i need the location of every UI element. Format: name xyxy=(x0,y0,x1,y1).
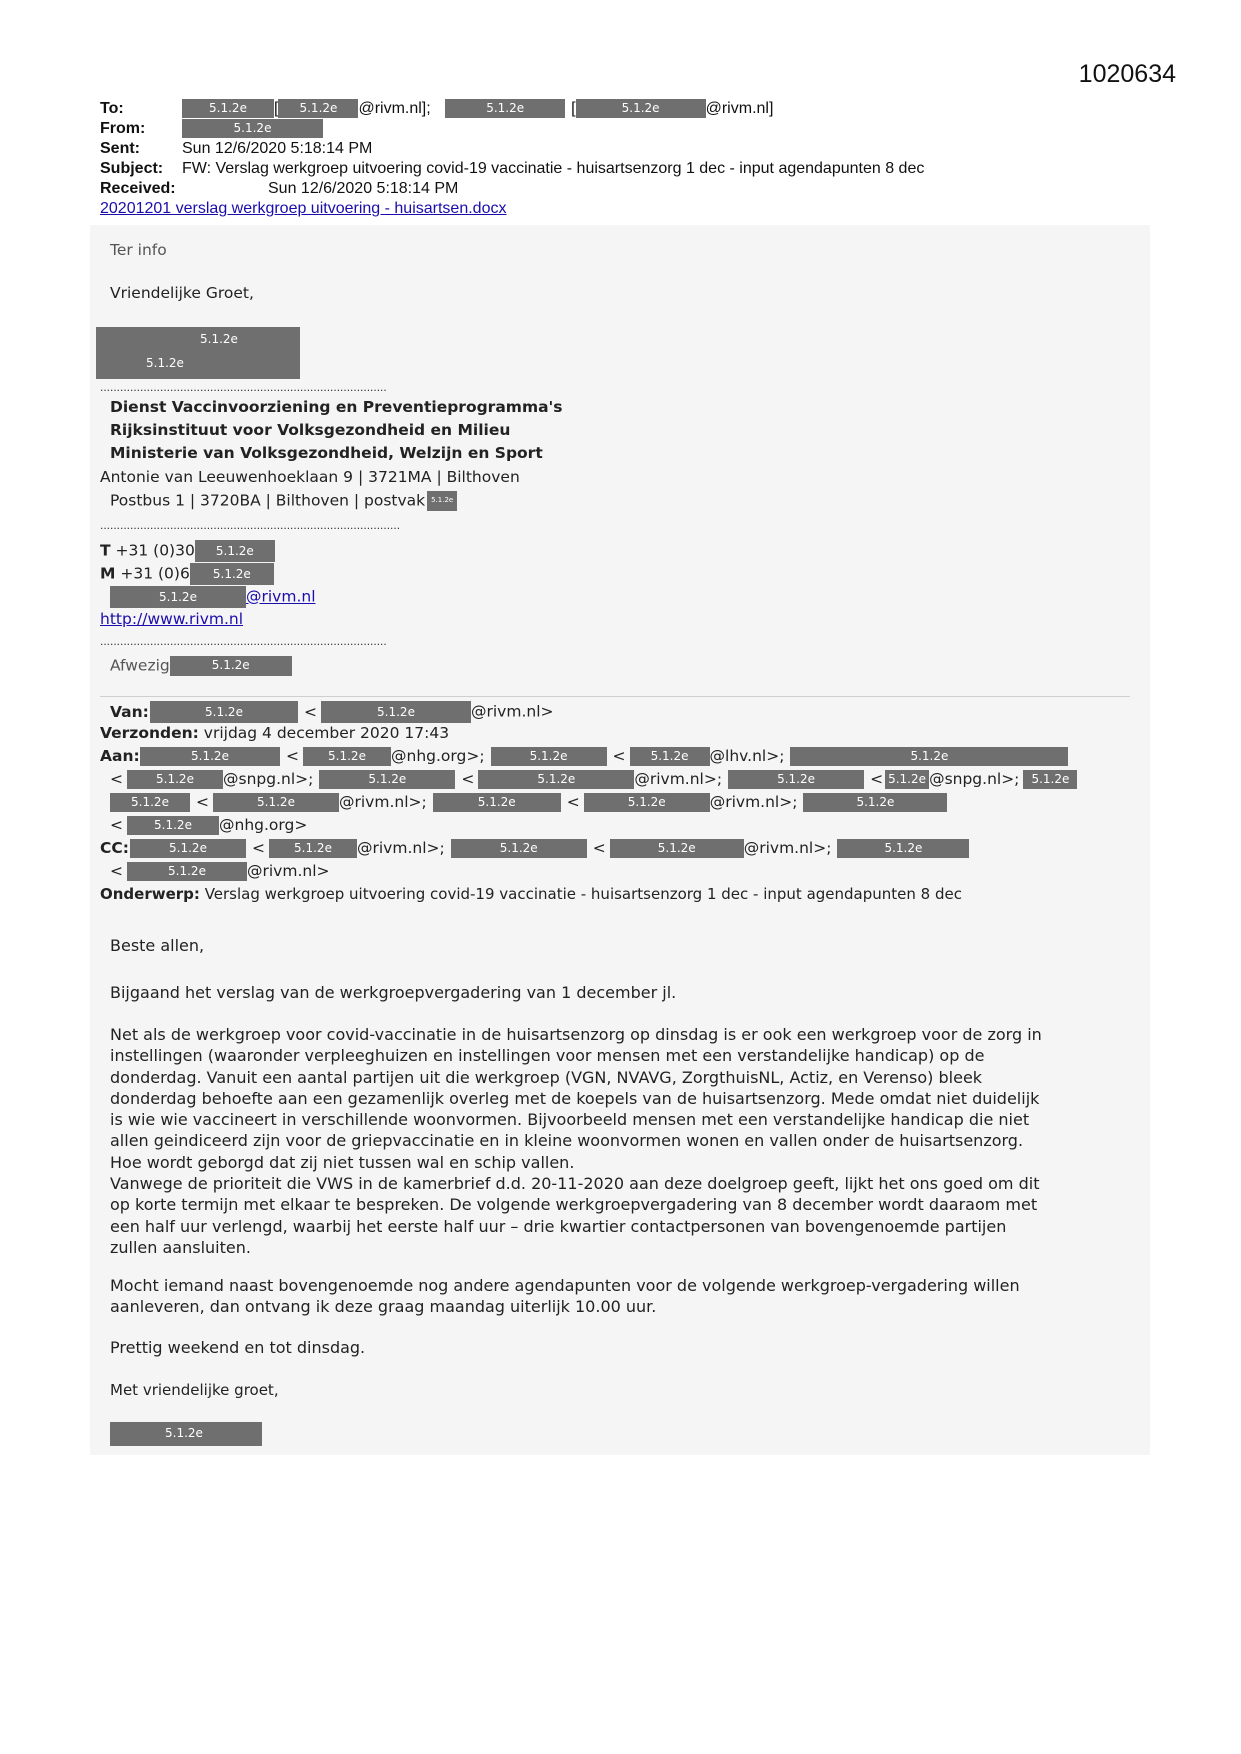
website-link[interactable]: http://www.rivm.nl xyxy=(100,610,244,628)
redaction: 5.1.2e xyxy=(610,839,744,858)
from-row xyxy=(100,119,323,139)
to-label: To: xyxy=(100,100,124,117)
redaction: 5.1.2e xyxy=(433,793,561,812)
redaction: 5.1.2e xyxy=(213,793,339,812)
to-row: To: 5.1.2e [ 5.1.2e @rivm.nl]; 5.1.2e [ 5.1.2e @rivm.nl] xyxy=(100,100,774,117)
aan-row-3: 5.1.2e < 5.1.2e @rivm.nl>; 5.1.2e < 5.1.2e @rivm.nl>; 5.1.2e xyxy=(110,793,947,812)
aan-row-1: Aan: 5.1.2e < 5.1.2e @nhg.org>; 5.1.2e < 5.1.2e @lhv.nl>; 5.1.2e xyxy=(100,747,1068,766)
attachment-row xyxy=(100,199,506,219)
redaction: 5.1.2e xyxy=(584,793,710,812)
org-line-3: Ministerie van Volksgezondheid, Welzijn en Sport xyxy=(110,444,543,462)
redaction: 5.1.2e xyxy=(630,747,710,766)
redaction: 5.1.2e xyxy=(321,701,471,723)
redaction: 5.1.2e xyxy=(427,491,457,511)
aan-row-4: < 5.1.2e @nhg.org> xyxy=(110,816,308,834)
address: Antonie van Leeuwenhoeklaan 9 | 3721MA | Bilthoven xyxy=(100,468,520,486)
sent-value: Sun 12/6/2020 5:18:14 PM xyxy=(182,140,373,157)
redaction: 5.1.2e xyxy=(278,99,358,118)
redaction: 5.1.2e xyxy=(491,747,607,766)
phone-t: T +31 (0)30 5.1.2e xyxy=(100,540,275,562)
closing: Met vriendelijke groet, xyxy=(110,1381,279,1399)
redaction: 5.1.2e xyxy=(803,793,947,812)
to-domain: @rivm.nl] xyxy=(705,100,774,117)
redaction: 5.1.2e xyxy=(195,540,275,562)
redaction: 5.1.2e xyxy=(140,747,280,766)
redaction: 5.1.2e xyxy=(1023,770,1077,789)
paragraph-1: Bijgaand het verslag van de werkgroepvergadering van 1 december jl. xyxy=(110,983,677,1002)
received-value: Sun 12/6/2020 5:18:14 PM xyxy=(268,180,459,197)
redaction: 5.1.2e xyxy=(127,770,223,789)
onderwerp-row: Onderwerp: Verslag werkgroep uitvoering covid-19 vaccinatie - huisartsenzorg 1 dec - input agendapunten 8 dec xyxy=(100,885,962,903)
cc-row-1: CC: 5.1.2e < 5.1.2e @rivm.nl>; 5.1.2e < 5.1.2e @rivm.nl>; 5.1.2e xyxy=(100,839,969,858)
subject-label: Subject: xyxy=(100,160,164,177)
received-row xyxy=(100,179,458,199)
redaction: 5.1.2e xyxy=(170,656,292,676)
redaction: 5.1.2e xyxy=(269,839,357,858)
dotted-divider: ...................................................................................... xyxy=(100,634,387,648)
ter-info: Ter info xyxy=(110,241,167,259)
redaction-block: 5.1.2e 5.1.2e xyxy=(96,327,300,379)
org-line-1: Dienst Vaccinvoorziening en Preventieprogramma's xyxy=(110,398,563,416)
paragraph-2: Net als de werkgroep voor covid-vaccinatie in de huisartsenzorg op dinsdag is er ook een werkgroep voor de zorg in instellingen (waaronder verpleeghuizen en instellingen voor mensen met een verstandelijke handicap) op de donderdag. Vanuit een aantal partijen uit die werkgroep (VGN, NVAVG, ZorgthuisNL, Actiz, en Verenso) bleek donderdag behoefte aan een gezamenlijk overleg met de koepels van de huisartsenzorg. Mede omdat niet duidelijk is wie wie vaccineert in verschillende woonvormen. Bijvoorbeeld mensen met een verstandelijke handicap die niet allen geindiceerd zijn voor de griepvaccinatie en in kleine woonvormen wonen en vallen onder de huisartsenzorg. Hoe wordt geborgd dat zij niet tussen wal en schip vallen. Vanwege de prioriteit die VWS in de kamerbrief d.d. 20-11-2020 aan deze doelgroep geeft, lijkt het ons goed om dit op korte termijn met elkaar te bespreken. De volgende werkgroepvergadering van 8 december wordt daaraom met een half uur verlengd, waarbij het eerste half uur – drie kwartier contactpersonen van bovengenoemde partijen zullen aansluiten. xyxy=(110,1025,1042,1257)
sent-row xyxy=(100,139,372,159)
dotted-divider: .......................................................................................... xyxy=(100,518,401,532)
redaction: 5.1.2e xyxy=(110,586,246,608)
redaction: 5.1.2e xyxy=(182,119,323,138)
redaction: 5.1.2e xyxy=(319,770,455,789)
redaction: 5.1.2e xyxy=(127,816,219,835)
document-number: 1020634 xyxy=(1078,60,1176,88)
redaction: 5.1.2e xyxy=(150,701,298,723)
from-label: From: xyxy=(100,120,146,137)
greeting: Vriendelijke Groet, xyxy=(110,284,254,302)
aan-row-2: < 5.1.2e @snpg.nl>; 5.1.2e < 5.1.2e @rivm.nl>; 5.1.2e < 5.1.2e @snpg.nl>; 5.1.2e xyxy=(110,770,1077,789)
received-label: Received: xyxy=(100,180,176,197)
cc-row-2: < 5.1.2e @rivm.nl> xyxy=(110,862,330,880)
redaction: 5.1.2e xyxy=(110,793,190,812)
redaction: 5.1.2e xyxy=(837,839,969,858)
redaction: 5.1.2e xyxy=(130,839,246,858)
verzonden-row: Verzonden: vrijdag 4 december 2020 17:43 xyxy=(100,724,450,742)
absent-line: Afwezig 5.1.2e xyxy=(110,656,292,676)
redaction: 5.1.2e xyxy=(445,99,565,118)
redaction: 5.1.2e xyxy=(478,770,634,789)
dotted-divider: ...................................................................................... xyxy=(100,380,387,394)
phone-m: M +31 (0)6 5.1.2e xyxy=(100,563,274,585)
van-row: Van: 5.1.2e < 5.1.2e @rivm.nl> xyxy=(110,701,554,723)
redaction: 5.1.2e xyxy=(127,862,247,881)
org-line-2: Rijksinstituut voor Volksgezondheid en Milieu xyxy=(110,421,511,439)
to-domain: @rivm.nl]; xyxy=(358,100,431,117)
redaction: 5.1.2e xyxy=(303,747,391,766)
redaction: 5.1.2e xyxy=(190,563,274,585)
redaction-signature: 5.1.2e xyxy=(110,1422,262,1446)
paragraph-3: Mocht iemand naast bovengenoemde nog andere agendapunten voor de volgende werkgroep-vergadering willen aanleveren, dan ontvang ik deze graag maandag uiterlijk 10.00 uur. xyxy=(110,1276,1020,1317)
message-separator xyxy=(100,696,1130,697)
postbus: Postbus 1 | 3720BA | Bilthoven | postvak 5.1.2e xyxy=(110,491,457,511)
redaction: 5.1.2e xyxy=(182,99,274,118)
email-line xyxy=(110,586,316,608)
email-link[interactable]: @rivm.nl xyxy=(246,587,316,606)
redaction: 5.1.2e xyxy=(885,770,929,789)
sent-label: Sent: xyxy=(100,140,140,157)
salutation: Beste allen, xyxy=(110,936,205,955)
paragraph-4: Prettig weekend en tot dinsdag. xyxy=(110,1338,366,1357)
redaction: 5.1.2e xyxy=(451,839,587,858)
redaction: 5.1.2e xyxy=(576,99,706,118)
subject-row xyxy=(100,159,924,179)
subject-value: FW: Verslag werkgroep uitvoering covid-19 vaccinatie - huisartsenzorg 1 dec - input agendapunten 8 dec xyxy=(182,160,925,177)
redaction: 5.1.2e xyxy=(790,747,1068,766)
attachment-link[interactable]: 20201201 verslag werkgroep uitvoering - huisartsen.docx xyxy=(100,200,507,217)
website xyxy=(100,610,243,628)
redaction: 5.1.2e xyxy=(728,770,864,789)
